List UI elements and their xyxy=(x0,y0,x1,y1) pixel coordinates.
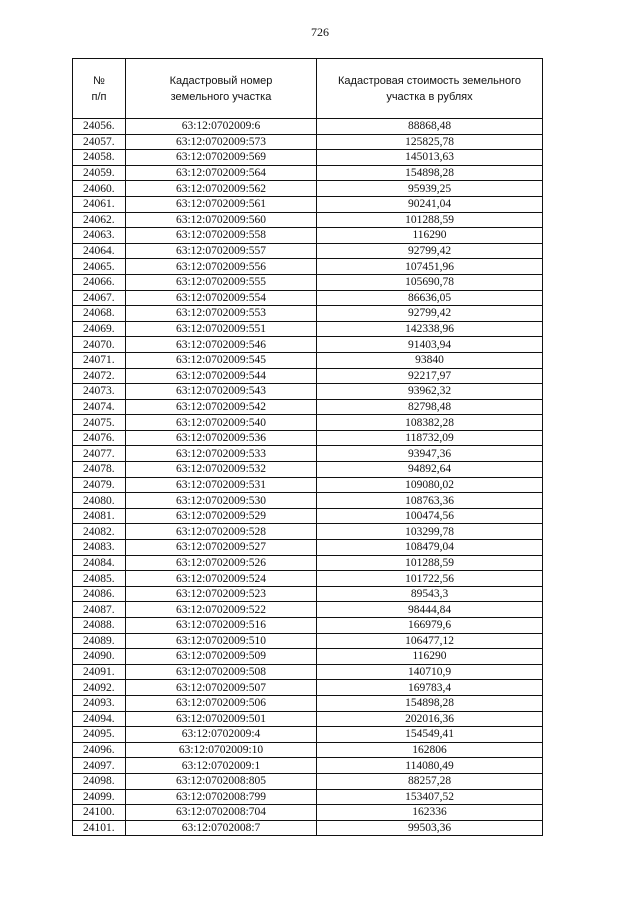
cadastral-number-cell: 63:12:0702009:523 xyxy=(126,586,317,602)
table-row xyxy=(73,586,543,602)
row-number-cell: 24064. xyxy=(73,243,126,259)
cadastral-number-cell: 63:12:0702009:6 xyxy=(126,119,317,135)
table-row xyxy=(73,181,543,197)
table-row xyxy=(73,820,543,836)
cadastral-number-cell: 63:12:0702009:546 xyxy=(126,337,317,353)
cadastral-number-cell: 63:12:0702009:530 xyxy=(126,493,317,509)
cadastral-value-cell: 202016,36 xyxy=(317,711,543,727)
table-row xyxy=(73,352,543,368)
cadastral-value-cell: 92799,42 xyxy=(317,306,543,322)
cadastral-value-cell: 116290 xyxy=(317,228,543,244)
row-number-cell: 24101. xyxy=(73,820,126,836)
cadastral-value-cell: 92799,42 xyxy=(317,243,543,259)
cadastral-number-cell: 63:12:0702009:528 xyxy=(126,524,317,540)
header-cadastral-number xyxy=(126,59,317,119)
row-number-cell: 24068. xyxy=(73,306,126,322)
row-number-cell: 24057. xyxy=(73,134,126,150)
row-number-cell: 24062. xyxy=(73,212,126,228)
table-row xyxy=(73,664,543,680)
table-row xyxy=(73,368,543,384)
row-number-cell: 24078. xyxy=(73,462,126,478)
table-row xyxy=(73,384,543,400)
cadastral-number-cell: 63:12:0702009:516 xyxy=(126,618,317,634)
table-row xyxy=(73,789,543,805)
row-number-cell: 24073. xyxy=(73,384,126,400)
cadastral-number-cell: 63:12:0702008:799 xyxy=(126,789,317,805)
cadastral-number-cell: 63:12:0702009:501 xyxy=(126,711,317,727)
cadastral-value-cell: 166979,6 xyxy=(317,618,543,634)
cadastral-value-cell: 108763,36 xyxy=(317,493,543,509)
row-number-cell: 24091. xyxy=(73,664,126,680)
cadastral-number-cell: 63:12:0702009:510 xyxy=(126,633,317,649)
header-row xyxy=(73,59,543,119)
row-number-cell: 24092. xyxy=(73,680,126,696)
table-header xyxy=(73,59,543,119)
row-number-cell: 24059. xyxy=(73,165,126,181)
header-value-line2: участка в рублях xyxy=(386,90,473,103)
table-row xyxy=(73,446,543,462)
row-number-cell: 24056. xyxy=(73,119,126,135)
row-number-cell: 24097. xyxy=(73,758,126,774)
header-number-sign: № xyxy=(93,74,105,87)
row-number-cell: 24096. xyxy=(73,742,126,758)
row-number-cell: 24083. xyxy=(73,540,126,556)
cadastral-number-cell: 63:12:0702009:544 xyxy=(126,368,317,384)
cadastral-number-cell: 63:12:0702009:540 xyxy=(126,415,317,431)
cadastral-number-cell: 63:12:0702009:556 xyxy=(126,259,317,275)
cadastral-value-cell: 88257,28 xyxy=(317,773,543,789)
cadastral-value-cell: 91403,94 xyxy=(317,337,543,353)
table-row xyxy=(73,727,543,743)
row-number-cell: 24076. xyxy=(73,430,126,446)
cadastral-number-cell: 63:12:0702009:545 xyxy=(126,352,317,368)
table-row xyxy=(73,274,543,290)
cadastral-value-cell: 125825,78 xyxy=(317,134,543,150)
table-row xyxy=(73,711,543,727)
row-number-cell: 24085. xyxy=(73,571,126,587)
table-row xyxy=(73,462,543,478)
cadastral-value-cell: 114080,49 xyxy=(317,758,543,774)
cadastral-value-cell: 93840 xyxy=(317,352,543,368)
row-number-cell: 24072. xyxy=(73,368,126,384)
cadastral-number-cell: 63:12:0702009:558 xyxy=(126,228,317,244)
cadastral-number-cell: 63:12:0702009:562 xyxy=(126,181,317,197)
page-number: 726 xyxy=(311,25,329,39)
cadastral-number-cell: 63:12:0702009:533 xyxy=(126,446,317,462)
table-row xyxy=(73,165,543,181)
table-row xyxy=(73,212,543,228)
cadastral-number-cell: 63:12:0702009:553 xyxy=(126,306,317,322)
cadastral-number-cell: 63:12:0702009:526 xyxy=(126,555,317,571)
cadastral-number-cell: 63:12:0702009:569 xyxy=(126,150,317,166)
row-number-cell: 24065. xyxy=(73,259,126,275)
cadastral-value-cell: 118732,09 xyxy=(317,430,543,446)
row-number-cell: 24088. xyxy=(73,618,126,634)
cadastral-value-cell: 88868,48 xyxy=(317,119,543,135)
cadastral-number-cell: 63:12:0702009:557 xyxy=(126,243,317,259)
cadastral-number-cell: 63:12:0702009:10 xyxy=(126,742,317,758)
cadastral-number-cell: 63:12:0702009:532 xyxy=(126,462,317,478)
cadastral-number-cell: 63:12:0702009:527 xyxy=(126,540,317,556)
row-number-cell: 24098. xyxy=(73,773,126,789)
cadastral-value-cell: 154898,28 xyxy=(317,165,543,181)
cadastral-value-cell: 107451,96 xyxy=(317,259,543,275)
row-number-cell: 24093. xyxy=(73,695,126,711)
table-row xyxy=(73,618,543,634)
cadastral-number-cell: 63:12:0702009:551 xyxy=(126,321,317,337)
cadastral-value-cell: 154549,41 xyxy=(317,727,543,743)
row-number-cell: 24067. xyxy=(73,290,126,306)
table-row xyxy=(73,119,543,135)
row-number-cell: 24080. xyxy=(73,493,126,509)
row-number-cell: 24090. xyxy=(73,649,126,665)
cadastral-number-cell: 63:12:0702009:507 xyxy=(126,680,317,696)
cadastral-number-cell: 63:12:0702009:543 xyxy=(126,384,317,400)
table-row xyxy=(73,742,543,758)
cadastral-table xyxy=(72,58,543,836)
cadastral-number-cell: 63:12:0702009:1 xyxy=(126,758,317,774)
header-row-number xyxy=(73,59,126,119)
cadastral-value-cell: 89543,3 xyxy=(317,586,543,602)
cadastral-value-cell: 162336 xyxy=(317,805,543,821)
cadastral-value-cell: 108382,28 xyxy=(317,415,543,431)
table-row xyxy=(73,602,543,618)
row-number-cell: 24082. xyxy=(73,524,126,540)
cadastral-value-cell: 142338,96 xyxy=(317,321,543,337)
cadastral-number-cell: 63:12:0702009:560 xyxy=(126,212,317,228)
row-number-cell: 24077. xyxy=(73,446,126,462)
table-row xyxy=(73,524,543,540)
table-row xyxy=(73,243,543,259)
row-number-cell: 24095. xyxy=(73,727,126,743)
cadastral-value-cell: 162806 xyxy=(317,742,543,758)
cadastral-number-cell: 63:12:0702009:522 xyxy=(126,602,317,618)
table-row xyxy=(73,493,543,509)
table-row xyxy=(73,150,543,166)
table-row xyxy=(73,508,543,524)
cadastral-value-cell: 93962,32 xyxy=(317,384,543,400)
cadastral-value-cell: 90241,04 xyxy=(317,196,543,212)
table-row xyxy=(73,415,543,431)
cadastral-number-cell: 63:12:0702009:573 xyxy=(126,134,317,150)
cadastral-value-cell: 140710,9 xyxy=(317,664,543,680)
row-number-cell: 24075. xyxy=(73,415,126,431)
cadastral-number-cell: 63:12:0702009:506 xyxy=(126,695,317,711)
cadastral-number-cell: 63:12:0702009:4 xyxy=(126,727,317,743)
row-number-cell: 24087. xyxy=(73,602,126,618)
table-row xyxy=(73,477,543,493)
cadastral-number-cell: 63:12:0702009:509 xyxy=(126,649,317,665)
table-row xyxy=(73,134,543,150)
cadastral-value-cell: 116290 xyxy=(317,649,543,665)
cadastral-value-cell: 94892,64 xyxy=(317,462,543,478)
cadastral-value-cell: 100474,56 xyxy=(317,508,543,524)
table-row xyxy=(73,306,543,322)
table-row xyxy=(73,680,543,696)
cadastral-number-cell: 63:12:0702009:508 xyxy=(126,664,317,680)
table-row xyxy=(73,228,543,244)
row-number-cell: 24086. xyxy=(73,586,126,602)
cadastral-value-cell: 169783,4 xyxy=(317,680,543,696)
table-row xyxy=(73,649,543,665)
cadastral-value-cell: 101722,56 xyxy=(317,571,543,587)
cadastral-value-cell: 101288,59 xyxy=(317,212,543,228)
cadastral-number-cell: 63:12:0702009:555 xyxy=(126,274,317,290)
table-row xyxy=(73,259,543,275)
table-row xyxy=(73,399,543,415)
cadastral-value-cell: 153407,52 xyxy=(317,789,543,805)
row-number-cell: 24081. xyxy=(73,508,126,524)
cadastral-value-cell: 103299,78 xyxy=(317,524,543,540)
cadastral-value-cell: 95939,25 xyxy=(317,181,543,197)
table-row xyxy=(73,633,543,649)
row-number-cell: 24094. xyxy=(73,711,126,727)
cadastral-value-cell: 105690,78 xyxy=(317,274,543,290)
cadastral-value-cell: 106477,12 xyxy=(317,633,543,649)
cadastral-number-cell: 63:12:0702009:524 xyxy=(126,571,317,587)
table-row xyxy=(73,758,543,774)
cadastral-value-cell: 86636,05 xyxy=(317,290,543,306)
table-row xyxy=(73,430,543,446)
cadastral-number-cell: 63:12:0702008:704 xyxy=(126,805,317,821)
row-number-cell: 24089. xyxy=(73,633,126,649)
header-value-line1: Кадастровая стоимость земельного xyxy=(338,74,521,87)
row-number-cell: 24069. xyxy=(73,321,126,337)
row-number-cell: 24060. xyxy=(73,181,126,197)
table-row xyxy=(73,540,543,556)
row-number-cell: 24070. xyxy=(73,337,126,353)
table-row xyxy=(73,571,543,587)
header-cadastral-line2: земельного участка xyxy=(170,90,272,103)
header-cadastral-line1: Кадастровый номер xyxy=(169,74,273,87)
table-row xyxy=(73,555,543,571)
cadastral-number-cell: 63:12:0702009:554 xyxy=(126,290,317,306)
table-row xyxy=(73,773,543,789)
table-row xyxy=(73,290,543,306)
row-number-cell: 24079. xyxy=(73,477,126,493)
cadastral-value-cell: 98444,84 xyxy=(317,602,543,618)
row-number-cell: 24074. xyxy=(73,399,126,415)
cadastral-number-cell: 63:12:0702009:564 xyxy=(126,165,317,181)
header-cadastral-value xyxy=(317,59,543,119)
table-row xyxy=(73,695,543,711)
cadastral-number-cell: 63:12:0702009:542 xyxy=(126,399,317,415)
row-number-cell: 24063. xyxy=(73,228,126,244)
cadastral-value-cell: 82798,48 xyxy=(317,399,543,415)
table-row xyxy=(73,337,543,353)
cadastral-value-cell: 108479,04 xyxy=(317,540,543,556)
row-number-cell: 24099. xyxy=(73,789,126,805)
cadastral-number-cell: 63:12:0702008:7 xyxy=(126,820,317,836)
cadastral-value-cell: 93947,36 xyxy=(317,446,543,462)
cadastral-number-cell: 63:12:0702008:805 xyxy=(126,773,317,789)
cadastral-value-cell: 99503,36 xyxy=(317,820,543,836)
table-row xyxy=(73,196,543,212)
row-number-cell: 24071. xyxy=(73,352,126,368)
cadastral-value-cell: 109080,02 xyxy=(317,477,543,493)
table-row xyxy=(73,805,543,821)
row-number-cell: 24066. xyxy=(73,274,126,290)
table-body xyxy=(73,119,543,836)
cadastral-number-cell: 63:12:0702009:536 xyxy=(126,430,317,446)
header-number-abbrev: п/п xyxy=(91,90,107,103)
cadastral-value-cell: 154898,28 xyxy=(317,695,543,711)
cadastral-number-cell: 63:12:0702009:561 xyxy=(126,196,317,212)
cadastral-number-cell: 63:12:0702009:531 xyxy=(126,477,317,493)
row-number-cell: 24061. xyxy=(73,196,126,212)
cadastral-value-cell: 145013,63 xyxy=(317,150,543,166)
row-number-cell: 24058. xyxy=(73,150,126,166)
row-number-cell: 24100. xyxy=(73,805,126,821)
cadastral-value-cell: 92217,97 xyxy=(317,368,543,384)
cadastral-value-cell: 101288,59 xyxy=(317,555,543,571)
table-row xyxy=(73,321,543,337)
row-number-cell: 24084. xyxy=(73,555,126,571)
cadastral-number-cell: 63:12:0702009:529 xyxy=(126,508,317,524)
